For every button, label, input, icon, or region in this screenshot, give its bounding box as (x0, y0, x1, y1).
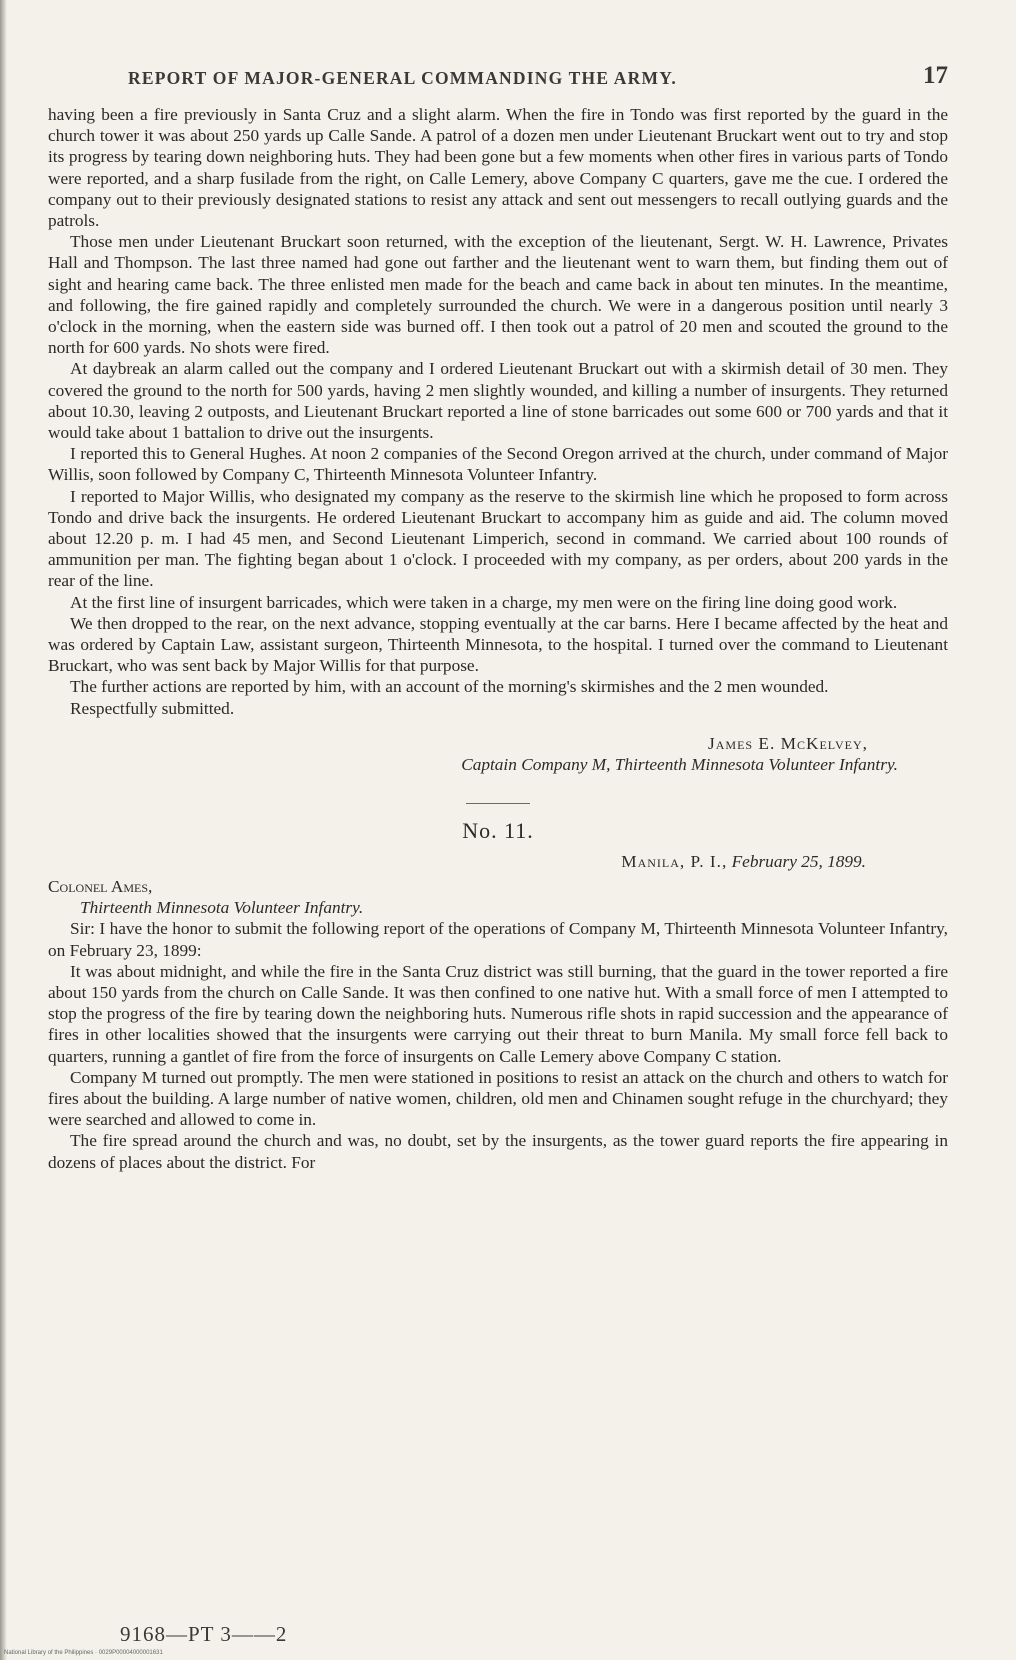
dateline-date: February 25, 1899. (731, 852, 866, 872)
signature-block (48, 733, 948, 775)
report-mckelvey (48, 104, 948, 775)
paragraph: At daybreak an alarm called out the company and I ordered Lieutenant Bruckart out with a skirmish detail of 30 men. They covered the ground to the north for 500 yards, having 2 men slightly wounded, and killing a number of insurgents. They returned about 10.30, leaving 2 outposts, and Lieutenant Bruckart reported a line of stone barricades out some 600 or 700 yards and that it would take about 1 battalion to drive out the insurgents. (48, 359, 948, 443)
page-body (48, 104, 948, 1173)
paragraph: Those men under Lieutenant Bruckart soon returned, with the exception of the lieutenant, Sergt. W. H. Lawrence, Privates Hall and Thompson. The last three named had gone out farther and the lieutenant went to warn them, but finding them out of sight and hearing came back. The three enlisted men made for the beach and came back in about ten minutes. In the meantime, and following, the fire gained rapidly and completely surrounded the church. We were in a dangerous position until nearly 3 o'clock in the morning, when the eastern side was burned off. I then took out a patrol of 20 men and scouted the ground to the north for 600 yards. No shots were fired. (48, 232, 948, 358)
page-binding-edge (0, 0, 7, 1660)
signature-rank: Captain Company M, Thirteenth Minnesota Volunteer Infantry. (461, 754, 898, 774)
paragraph: It was about midnight, and while the fire in the Santa Cruz district was still burning, that the guard in the tower reported a fire about 150 yards from the church on Calle Sande. It was then confined to one native hut. With a small force of men I attempted to stop the progress of the fire by tearing down the neighboring huts. Numerous rifle shots in rapid succession and the appearance of fires in other localities showed that the insurgents were carrying out their threat to burn Manila. My small force fell back to quarters, running a gantlet of fire from the force of insurgents on Calle Lemery above Company C station. (48, 961, 948, 1066)
closing: Respectfully submitted. (70, 698, 235, 718)
page-header (120, 64, 948, 90)
document-number: No. 11. (462, 817, 534, 843)
paragraph: Company M turned out promptly. The men were stationed in positions to resist an attack on the church and others to watch for fires about the building. A large number of native women, children, old men and Chinamen sought refuge in the churchyard; they were searched and allowed to come in. (48, 1067, 948, 1130)
scan-stamp: National Library of the Philippines · 0029P00004000001631 (4, 1650, 163, 1656)
running-head: REPORT OF MAJOR-GENERAL COMMANDING THE ARMY. (128, 68, 678, 88)
section-divider (466, 803, 530, 804)
paragraph: The further actions are reported by him, with an account of the morning's skirmishes and the 2 men wounded. (70, 677, 829, 697)
paragraph: We then dropped to the rear, on the next advance, stopping eventually at the car barns. Here I became affected by the heat and was ordered by Captain Law, assistant surgeon, Thirteenth Minnesota, to the hospital. I turned over the command to Lieutenant Bruckart, who was sent back by Major Willis for that purpose. (48, 613, 948, 676)
paragraph: The fire spread around the church and was, no doubt, set by the insurgents, as the tower guard reports the fire appearing in dozens of places about the district. For (48, 1131, 948, 1172)
dateline-place: Manila, P. I., (621, 852, 728, 872)
paragraph: having been a fire previously in Santa Cruz and a slight alarm. When the fire in Tondo was first reported by the guard in the church tower it was about 250 yards up Calle Sande. A patrol of a dozen men under Lieutenant Bruckart went out to try and stop its progress by tearing down neighboring huts. They had been gone but a few moments when other fires in various parts of Tondo were reported, and a sharp fusilade from the right, on Calle Lemery, above Company C quarters, gave me the cue. I ordered the company out to their previously designated stations to resist any attack and sent out messengers to recall outlying guards and the patrols. (48, 105, 948, 231)
paragraph: I reported to Major Willis, who designated my company as the reserve to the skirmish line which he proposed to form across Tondo and drive back the insurgents. He ordered Lieutenant Bruckart to accompany him as guide and aid. The column moved about 12.20 p. m. I had 45 men, and Second Lieutenant Limperich, second in command. We carried about 100 rounds of ammunition per man. The fighting began about 1 o'clock. I proceeded with my company, as per orders, about 200 yards in the rear of the line. (48, 486, 948, 591)
dateline (48, 851, 948, 872)
addressee-name: Colonel Ames, (48, 877, 153, 897)
paragraph: I reported this to General Hughes. At noon 2 companies of the Second Oregon arrived at the church, under command of Major Willis, soon followed by Company C, Thirteenth Minnesota Volunteer Infantry. (48, 444, 948, 485)
addressee-org: Thirteenth Minnesota Volunteer Infantry. (80, 898, 364, 918)
addressee (48, 876, 948, 918)
signature-name: James E. McKelvey, (708, 733, 868, 753)
page-number: 17 (923, 62, 948, 89)
paragraph: At the first line of insurgent barricades, which were taken in a charge, my men were on the firing line doing good work. (70, 592, 898, 612)
signature-mark: 9168—PT 3——2 (120, 1622, 288, 1646)
paragraph: Sir: I have the honor to submit the following report of the operations of Company M, Thirteenth Minnesota Volunteer Infantry, on February 23, 1899: (48, 919, 948, 960)
report-no-11 (48, 817, 948, 1173)
